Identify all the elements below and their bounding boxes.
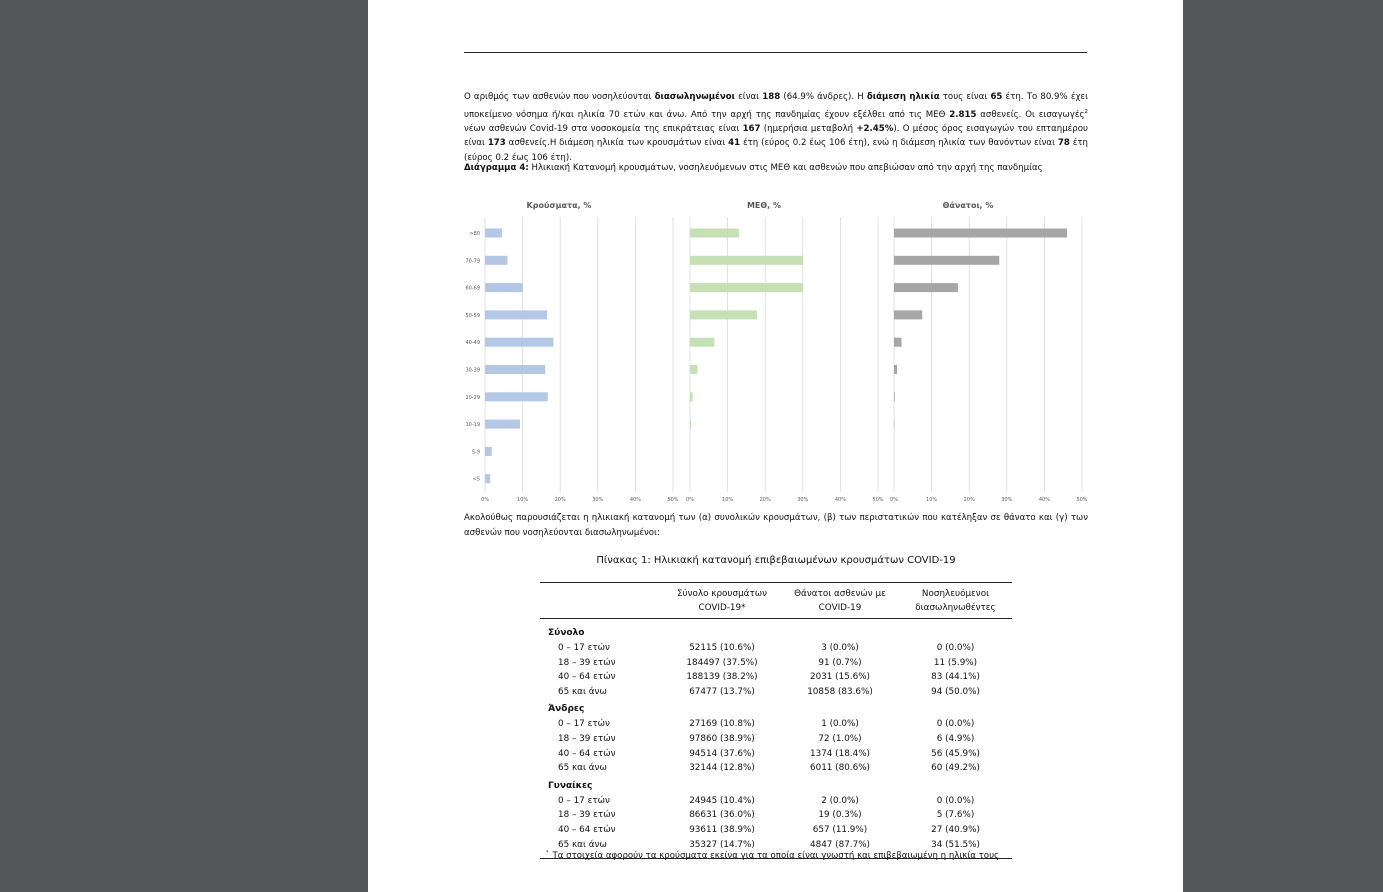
bar xyxy=(485,229,502,238)
table-caption: Πίνακας 1: Ηλικιακή κατανομή επιβεβαιωμένων κρουσμάτων COVID-19 xyxy=(596,555,956,566)
text-run: Ο αριθμός των ασθενών που νοσηλεύονται xyxy=(464,92,655,102)
value-cell: 35327 (14.7%) xyxy=(689,839,755,850)
age-group-cell: 18 – 39 ετών xyxy=(558,657,616,668)
table-row xyxy=(540,717,1012,732)
bar xyxy=(894,283,958,292)
value-cell: 56 (45.9%) xyxy=(931,748,980,759)
bar xyxy=(690,420,691,429)
value-cell: 24945 (10.4%) xyxy=(689,795,755,806)
value-cell: 6011 (80.6%) xyxy=(810,763,870,774)
x-tick-label: 50% xyxy=(667,497,679,503)
category-label: 20-29 xyxy=(465,394,480,401)
header-line: COVID-19* xyxy=(698,602,746,613)
value-cell: 91 (0.7%) xyxy=(818,657,862,668)
header-line: Θάνατοι ασθενών με xyxy=(794,588,886,599)
bar xyxy=(690,392,693,401)
bar xyxy=(690,256,803,265)
table-row xyxy=(540,656,1012,671)
age-group-cell: 18 – 39 ετών xyxy=(558,733,616,744)
bold-run: 78 xyxy=(1057,138,1070,149)
category-label: 40-49 xyxy=(465,340,480,347)
bar xyxy=(690,229,739,238)
table-group-heading: Σύνολο xyxy=(548,628,585,638)
value-cell: 27 (40.9%) xyxy=(931,824,980,835)
value-cell: 93611 (38.9%) xyxy=(689,824,755,835)
value-cell: 11 (5.9%) xyxy=(933,657,978,668)
value-cell: 52115 (10.6%) xyxy=(689,643,755,653)
bar xyxy=(894,392,895,401)
bold-run: διασωληνωμένοι xyxy=(654,92,735,102)
panel-title: Κρούσματα, % xyxy=(526,201,592,210)
value-cell: 6 (4.9%) xyxy=(936,733,975,744)
age-group-cell: 0 – 17 ετών xyxy=(558,719,610,730)
text-run: έτη (εύρος 0.2 έως 106 έτη). xyxy=(464,138,1088,163)
value-cell: 1 (0.0%) xyxy=(821,719,859,730)
table-row xyxy=(540,794,1012,809)
bar xyxy=(485,283,523,292)
value-cell: 32144 (12.8%) xyxy=(689,763,755,774)
text-run: τους είναι xyxy=(939,92,991,102)
header-line: COVID-19 xyxy=(818,602,862,613)
value-cell: 0 (0.0%) xyxy=(936,795,975,806)
age-group-cell: 65 και άνω xyxy=(558,839,607,850)
bar xyxy=(690,338,714,347)
x-tick-label: 20% xyxy=(963,497,975,503)
bold-run: 2.815 xyxy=(949,109,977,120)
x-tick-label: 0% xyxy=(686,497,694,503)
value-cell: 97860 (38.9%) xyxy=(689,733,755,744)
bar xyxy=(690,365,698,374)
paragraph-table-intro: Ακολούθως παρουσιάζεται η ηλικιακή κατανομή των (α) συνολικών κρουσμάτων, (β) των περιστατικών που κατέληξαν σε θάνατο και (γ) των ασθενών που νοσηλεύονται διασωληνωμένοι: xyxy=(464,513,1088,538)
x-tick-label: 10% xyxy=(517,497,529,503)
bar xyxy=(894,256,999,265)
diagram-caption-text: Ηλικιακή Κατανομή κρουσμάτων, νοσηλευόμενων στις ΜΕΘ και ασθενών που απεβιώσαν από την αρχή της πανδημίας xyxy=(528,163,1043,173)
bold-run: διάμεση ηλικία xyxy=(866,92,940,102)
value-cell: 94 (50.0%) xyxy=(931,686,980,697)
value-cell: 67477 (13.7%) xyxy=(689,686,755,697)
header-intubated xyxy=(899,587,1012,615)
header-line: Σύνολο κρουσμάτων xyxy=(676,588,768,599)
age-group-cell: 40 – 64 ετών xyxy=(558,824,616,835)
header-line: διασωληνωθέντες xyxy=(915,602,996,613)
age-distribution-table xyxy=(540,582,1012,859)
value-cell: 83 (44.1%) xyxy=(931,672,980,683)
value-cell: 19 (0.3%) xyxy=(818,810,862,821)
age-group-cell: 40 – 64 ετών xyxy=(558,748,616,759)
bar xyxy=(485,338,553,347)
text-run: ασθενείς. Οι εισαγωγές xyxy=(976,109,1085,120)
diagram-label: Διάγραμμα 4: xyxy=(464,163,529,173)
table-body xyxy=(540,619,1012,858)
category-label: 50-59 xyxy=(465,312,480,319)
category-label: 10-19 xyxy=(465,422,480,429)
value-cell: 10858 (83.6%) xyxy=(807,686,873,697)
category-label: 5-9 xyxy=(471,449,480,456)
table-row xyxy=(540,685,1012,700)
text-run: έτη. Το 80.9% έχει υποκείμενο νόσημα ή/και ηλικία 70 ετών και άνω. Από την αρχή της πανδημίας έχουν εξέλθει από τις ΜΕΘ xyxy=(464,92,1088,120)
table-row xyxy=(540,670,1012,685)
age-group-cell: 0 – 17 ετών xyxy=(558,643,610,653)
category-label: 70-79 xyxy=(465,258,480,265)
age-distribution-charts xyxy=(368,195,1183,510)
bar xyxy=(894,310,922,319)
panel-title: Θάνατοι, % xyxy=(942,201,994,210)
value-cell: 60 (49.2%) xyxy=(931,763,980,774)
text-run: νέων ασθενών Covid-19 στα νοσοκομεία της επικράτειας είναι xyxy=(464,123,743,134)
value-cell: 86631 (36.0%) xyxy=(689,810,755,821)
x-tick-label: 30% xyxy=(1001,497,1013,503)
bar xyxy=(894,338,902,347)
x-tick-label: 10% xyxy=(926,497,938,503)
text-run: έτη (εύρος 0.2 έως 106 έτη), ενώ η διάμεση ηλικία των θανόντων είναι xyxy=(740,138,1058,149)
bar xyxy=(485,474,490,483)
table-footnote xyxy=(546,850,999,861)
category-label: 60-69 xyxy=(465,285,480,292)
value-cell: 34 (51.5%) xyxy=(931,839,980,850)
age-group-cell: 18 – 39 ετών xyxy=(558,810,616,821)
category-label: <5 xyxy=(472,476,480,483)
table-row xyxy=(540,732,1012,747)
footnote-ref: 2 xyxy=(1084,108,1089,115)
x-tick-label: 40% xyxy=(834,497,846,503)
x-tick-label: 30% xyxy=(592,497,604,503)
header-line: Νοσηλευόμενοι xyxy=(921,588,990,599)
header-deaths xyxy=(781,587,899,615)
value-cell: 4847 (87.7%) xyxy=(810,839,870,850)
x-tick-label: 10% xyxy=(722,497,734,503)
bold-run: +2.45% xyxy=(856,123,894,134)
x-tick-label: 40% xyxy=(629,497,641,503)
value-cell: 2 (0.0%) xyxy=(821,795,859,806)
age-group-cell: 65 και άνω xyxy=(558,763,607,774)
bold-run: 167 xyxy=(742,123,761,134)
value-cell: 94514 (37.6%) xyxy=(689,748,755,759)
bold-run: 65 xyxy=(990,92,1003,102)
text-run: (ημερήσια μεταβολή xyxy=(760,123,857,134)
bar xyxy=(894,229,1067,238)
x-tick-label: 50% xyxy=(1076,497,1088,503)
header-total-cases xyxy=(663,587,781,615)
table-row xyxy=(540,761,1012,776)
header-rule xyxy=(464,52,1087,53)
footnote-text: Τα στοιχεία αφορούν τα κρούσματα εκείνα για τα οποία είναι γνωστή και επιβεβαιωμένη η ηλικία τους xyxy=(552,850,1000,861)
text-run: (64.9% άνδρες). Η xyxy=(780,92,867,102)
diagram-caption xyxy=(464,161,1164,176)
value-cell: 657 (11.9%) xyxy=(812,824,868,835)
document-page xyxy=(368,0,1183,892)
value-cell: 188139 (38.2%) xyxy=(686,672,758,683)
value-cell: 2031 (15.6%) xyxy=(810,672,870,683)
age-group-cell: 40 – 64 ετών xyxy=(558,672,616,683)
category-label: 30-39 xyxy=(465,367,480,374)
table-group-heading: Γυναίκες xyxy=(548,780,593,791)
bar xyxy=(485,420,520,429)
bold-run: 188 xyxy=(762,92,781,102)
table-row xyxy=(540,808,1012,823)
bar xyxy=(485,392,548,401)
category-label: >80 xyxy=(469,231,480,237)
bar xyxy=(485,256,508,265)
value-cell: 1374 (18.4%) xyxy=(810,748,870,759)
text-run: είναι xyxy=(735,92,763,102)
footnote-mark: * xyxy=(546,850,549,856)
bar xyxy=(485,310,547,319)
value-cell: 3 (0.0%) xyxy=(821,643,859,653)
value-cell: 27169 (10.8%) xyxy=(689,719,755,730)
value-cell: 72 (1.0%) xyxy=(818,733,862,744)
bar xyxy=(690,310,757,319)
age-group-cell: 0 – 17 ετών xyxy=(558,795,610,806)
table-row xyxy=(540,823,1012,838)
value-cell: 5 (7.6%) xyxy=(936,810,975,821)
bar xyxy=(485,447,492,456)
paragraph-icu-summary xyxy=(464,90,1088,165)
bold-run: 173 xyxy=(487,138,506,149)
table-header xyxy=(540,583,1012,618)
x-tick-label: 30% xyxy=(797,497,809,503)
x-tick-label: 40% xyxy=(1038,497,1050,503)
value-cell: 184497 (37.5%) xyxy=(686,657,758,668)
x-tick-label: 0% xyxy=(481,497,489,503)
bar xyxy=(485,365,545,374)
value-cell: 0 (0.0%) xyxy=(936,719,975,730)
table-group-heading: Άνδρες xyxy=(548,704,585,715)
text-run: ασθενείς.Η διάμεση ηλικία των κρουσμάτων είναι xyxy=(505,138,729,149)
x-tick-label: 50% xyxy=(872,497,884,503)
table-row xyxy=(540,747,1012,762)
bar xyxy=(894,365,897,374)
bar xyxy=(690,283,803,292)
table-row xyxy=(540,641,1012,656)
panel-title: ΜΕΘ, % xyxy=(746,201,782,210)
x-tick-label: 0% xyxy=(890,497,898,503)
text-run: ). Ο μέσος όρος εισαγωγών του επταημέρου είναι xyxy=(464,123,1088,149)
x-tick-label: 20% xyxy=(554,497,566,503)
bold-run: 41 xyxy=(728,138,741,149)
age-group-cell: 65 και άνω xyxy=(558,686,607,697)
x-tick-label: 20% xyxy=(759,497,771,503)
value-cell: 0 (0.0%) xyxy=(936,643,975,653)
